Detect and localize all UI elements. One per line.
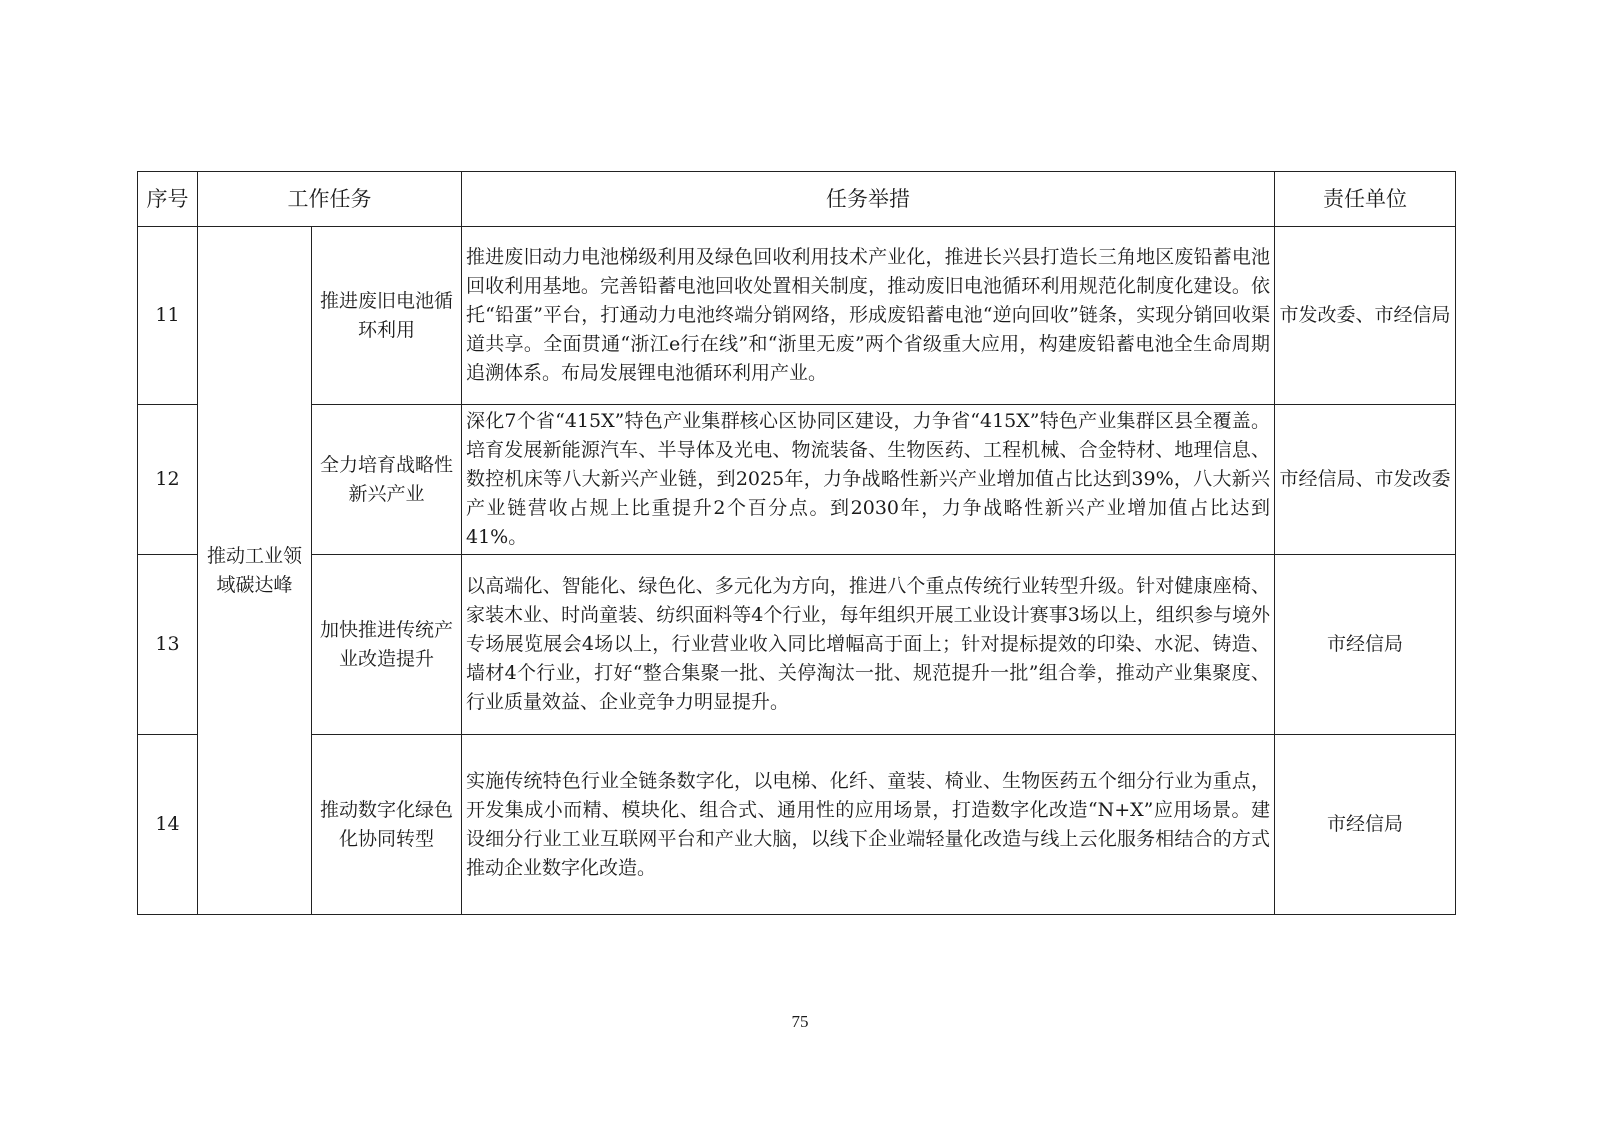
responsible-cell: 市发改委、市经信局 (1275, 227, 1456, 405)
measures-cell: 实施传统特色行业全链条数字化，以电梯、化纤、童装、椅业、生物医药五个细分行业为重点，开发集成小而精、模块化、组合式、通用性的应用场景，打造数字化改造“N+X”应用场景。建设细分行业工业互联网平台和产业大脑，以线下企业端轻量化改造与线上云化服务相结合的方式推动企业数字化改造。 (462, 735, 1275, 915)
responsible-cell: 市经信局 (1275, 555, 1456, 735)
subtask-cell: 推进废旧电池循环利用 (312, 227, 462, 405)
table-row (138, 405, 1456, 555)
header-task: 工作任务 (198, 172, 462, 227)
header-measures: 任务举措 (462, 172, 1275, 227)
task-table (137, 171, 1456, 915)
header-responsible: 责任单位 (1275, 172, 1456, 227)
row-number: 12 (138, 405, 198, 555)
table-row (138, 735, 1456, 915)
subtask-cell: 全力培育战略性新兴产业 (312, 405, 462, 555)
page-number: 75 (791, 1012, 809, 1031)
measures-cell: 以高端化、智能化、绿色化、多元化为方向，推进八个重点传统行业转型升级。针对健康座椅、家装木业、时尚童装、纺织面料等4个行业，每年组织开展工业设计赛事3场以上，组织参与境外专场展览展会4场以上，行业营业收入同比增幅高于面上；针对提标提效的印染、水泥、铸造、墙材4个行业，打好“整合集聚一批、关停淘汰一批、规范提升一批”组合拳，推动产业集聚度、行业质量效益、企业竞争力明显提升。 (462, 555, 1275, 735)
measures-cell: 深化7个省“415X”特色产业集群核心区协同区建设，力争省“415X”特色产业集群区县全覆盖。培育发展新能源汽车、半导体及光电、物流装备、生物医药、工程机械、合金特材、地理信息、数控机床等八大新兴产业链，到2025年，力争战略性新兴产业增加值占比达到39%，八大新兴产业链营收占规上比重提升2个百分点。到2030年，力争战略性新兴产业增加值占比达到41%。 (462, 405, 1275, 555)
row-number: 14 (138, 735, 198, 915)
measures-cell: 推进废旧动力电池梯级利用及绿色回收利用技术产业化，推进长兴县打造长三角地区废铅蓄电池回收利用基地。完善铅蓄电池回收处置相关制度，推动废旧电池循环利用规范化制度化建设。依托“铅蛋”平台，打通动力电池终端分销网络，形成废铅蓄电池“逆向回收”链条，实现分销回收渠道共享。全面贯通“浙江e行在线”和“浙里无废”两个省级重大应用，构建废铅蓄电池全生命周期追溯体系。布局发展锂电池循环利用产业。 (462, 227, 1275, 405)
table-row (138, 555, 1456, 735)
subtask-cell: 推动数字化绿色化协同转型 (312, 735, 462, 915)
table-row (138, 227, 1456, 405)
row-number: 13 (138, 555, 198, 735)
subtask-cell: 加快推进传统产业改造提升 (312, 555, 462, 735)
header-no: 序号 (138, 172, 198, 227)
responsible-cell: 市经信局 (1275, 735, 1456, 915)
row-number: 11 (138, 227, 198, 405)
group-label: 推动工业领域碳达峰 (198, 227, 312, 915)
table-header-row (138, 172, 1456, 227)
responsible-cell: 市经信局、市发改委 (1275, 405, 1456, 555)
